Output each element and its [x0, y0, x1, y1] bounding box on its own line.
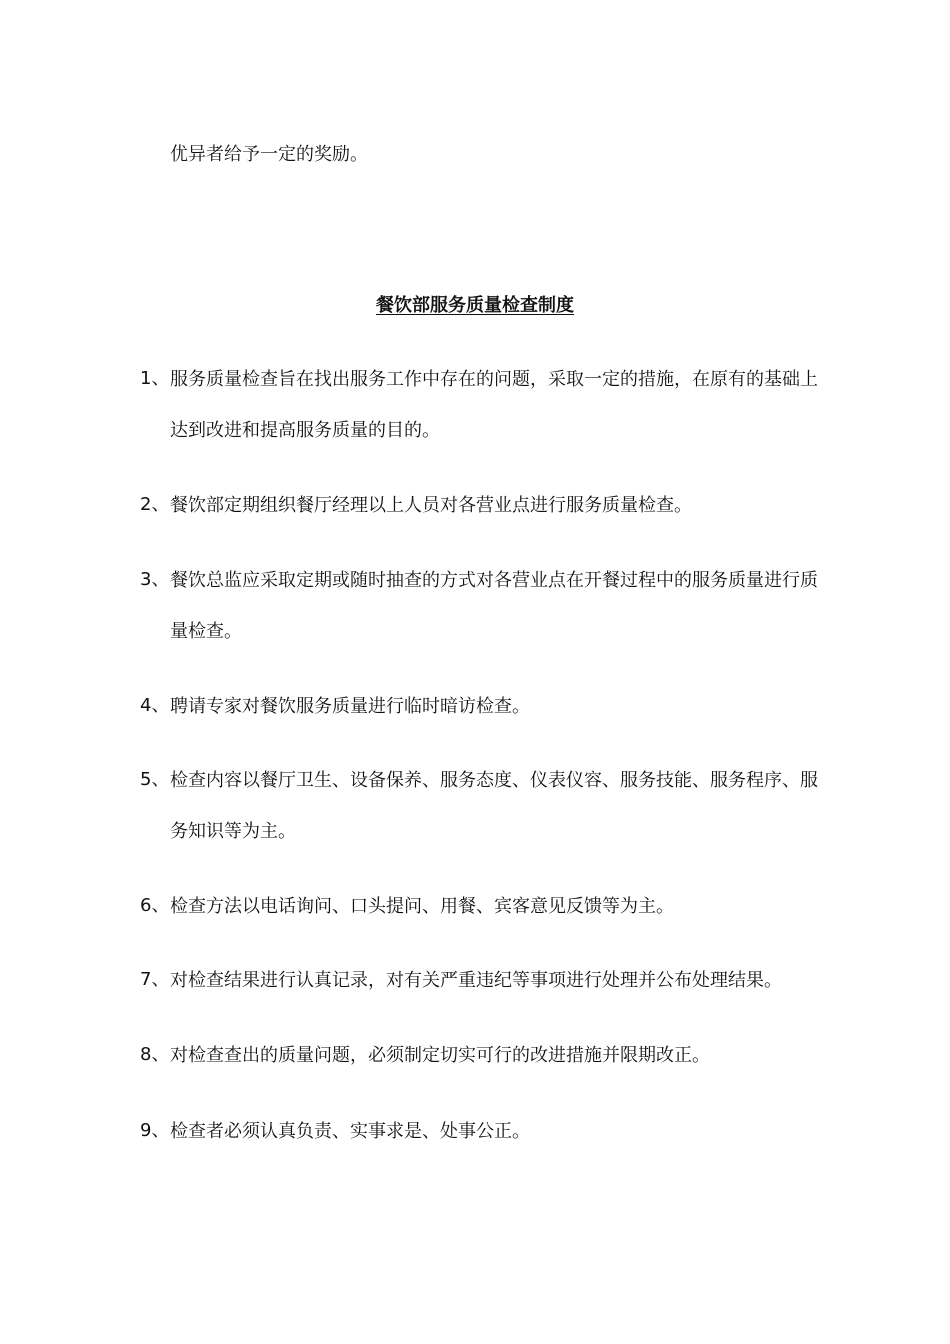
- list-item: [140, 493, 830, 531]
- list-item: [140, 894, 830, 932]
- list-item-text: 餐饮总监应采取定期或随时抽查的方式对各营业点在开餐过程中的服务质量进行质量检查。: [170, 570, 818, 642]
- list-item: [140, 1043, 830, 1081]
- list-item-number: 2、: [140, 494, 170, 515]
- list-item-text: 检查内容以餐厅卫生、设备保养、服务态度、仪表仪容、服务技能、服务程序、服务知识等为主。: [170, 770, 818, 842]
- list-item: [140, 768, 830, 857]
- list-item: [140, 1119, 830, 1157]
- list-item-text: 餐饮部定期组织餐厅经理以上人员对各营业点进行服务质量检查。: [170, 495, 692, 516]
- list-item-text: 聘请专家对餐饮服务质量进行临时暗访检查。: [170, 696, 530, 717]
- carry-over-paragraph: 优异者给予一定的奖励。: [170, 144, 368, 165]
- list-item-number: 5、: [140, 769, 170, 790]
- list-item-number: 3、: [140, 569, 170, 590]
- list-item-text: 对检查结果进行认真记录，对有关严重违纪等事项进行处理并公布处理结果。: [170, 970, 782, 991]
- list-item-number: 1、: [140, 368, 170, 389]
- list-item-number: 9、: [140, 1120, 170, 1141]
- list-item: [140, 367, 830, 456]
- list-item-text: 检查者必须认真负责、实事求是、处事公正。: [170, 1121, 530, 1142]
- list-item: [140, 568, 830, 657]
- list-item-number: 8、: [140, 1044, 170, 1065]
- list-item-text: 对检查查出的质量问题，必须制定切实可行的改进措施并限期改正。: [170, 1045, 710, 1066]
- list-item-number: 4、: [140, 695, 170, 716]
- document-title: 餐饮部服务质量检查制度: [376, 295, 574, 316]
- list-item-text: 服务质量检查旨在找出服务工作中存在的问题，采取一定的措施，在原有的基础上达到改进和提高服务质量的目的。: [170, 369, 818, 441]
- list-item: [140, 968, 830, 1006]
- list-item-text: 检查方法以电话询问、口头提问、用餐、宾客意见反馈等为主。: [170, 896, 674, 917]
- list-item: [140, 694, 830, 732]
- list-item-number: 7、: [140, 969, 170, 990]
- list-item-number: 6、: [140, 895, 170, 916]
